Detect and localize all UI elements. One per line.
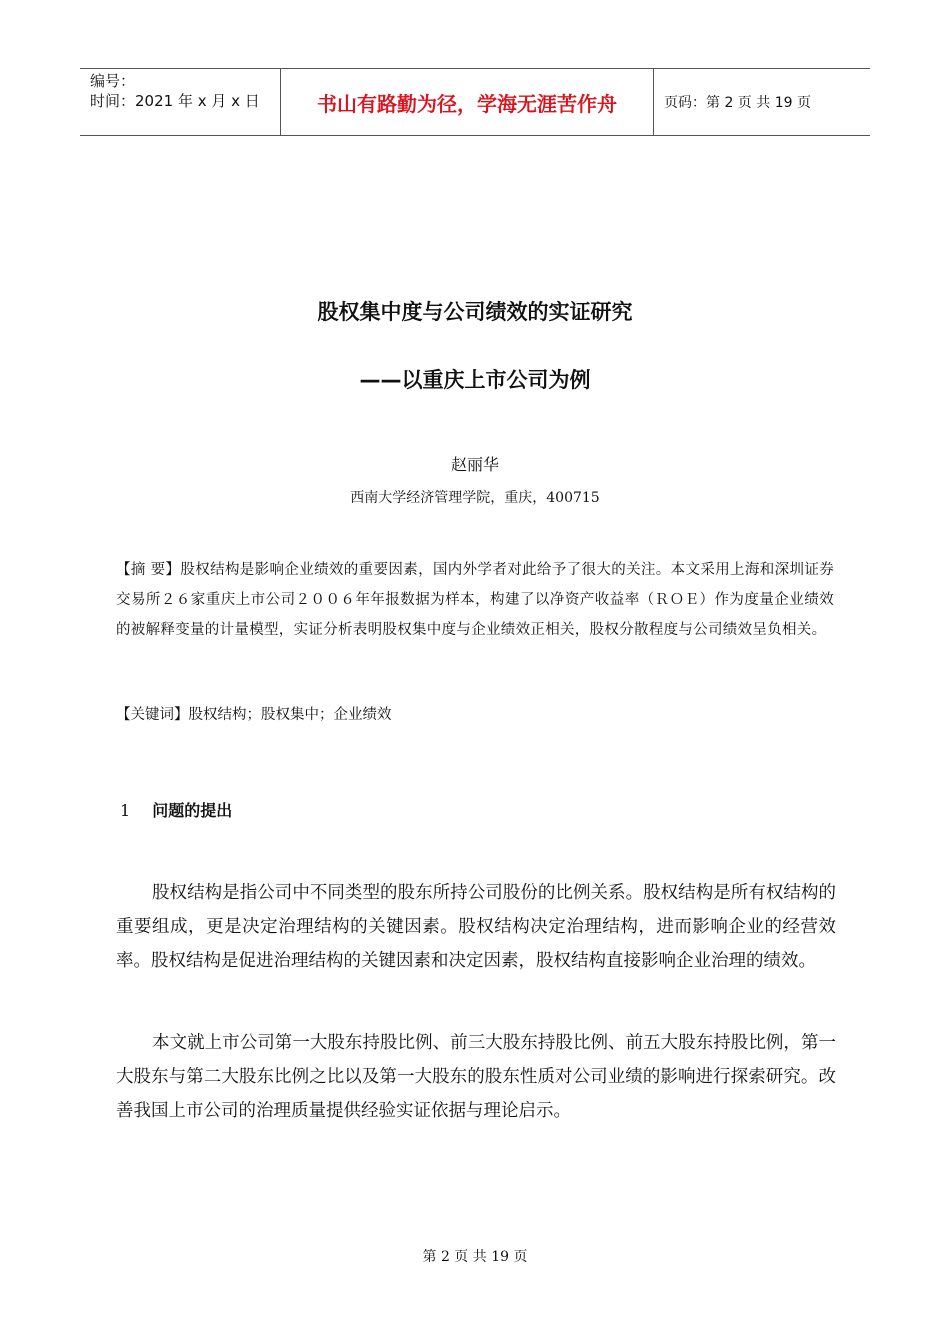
header-motto: 书山有路勤为径，学海无涯苦作舟 bbox=[281, 69, 654, 135]
header-meta bbox=[80, 69, 281, 135]
paper-title: 股权集中度与公司绩效的实证研究 bbox=[317, 300, 633, 324]
page-footer: 第 2 页 共 19 页 bbox=[422, 1249, 528, 1265]
code-label: 编号： bbox=[90, 72, 136, 90]
paper-subtitle: ——以重庆上市公司为例 bbox=[359, 368, 591, 392]
section-number: 1 bbox=[120, 801, 131, 820]
keywords: 【关键词】股权结构；股权集中；企业绩效 bbox=[116, 707, 392, 723]
paragraph-1: 股权结构是指公司中不同类型的股东所持公司股份的比例关系。股权结构是所有权结构的重要组成，更是决定治理结构的关键因素。股权结构决定治理结构，进而影响企业的经营效率。股权结构是促进治理结构的关键因素和决定因素，股权结构直接影响企业治理的绩效。 bbox=[116, 883, 836, 971]
section-title: 问题的提出 bbox=[152, 801, 233, 820]
paragraph-2: 本文就上市公司第一大股东持股比例、前三大股东持股比例、前五大股东持股比例，第一大股东与第二大股东比例之比以及第一大股东的股东性质对公司业绩的影响进行探索研究。改善我国上市公司的治理质量提供经验实证依据与理论启示。 bbox=[116, 1033, 836, 1121]
author: 赵丽华 bbox=[450, 455, 499, 474]
abstract: 【摘 要】股权结构是影响企业绩效的重要因素，国内外学者对此给予了很大的关注。本文采用上海和深圳证券交易所２６家重庆上市公司２００６年年报数据为样本，构建了以净资产收益率（ＲＯＥ）作为度量企业绩效的被解释变量的计量模型，实证分析表明股权集中度与企业绩效正相关，股权分散程度与公司绩效呈负相关。 bbox=[116, 562, 834, 638]
time-label: 时间：2021 年 x 月 x 日 bbox=[90, 92, 260, 110]
affiliation: 西南大学经济管理学院，重庆，400715 bbox=[350, 490, 600, 506]
header-page-info: 页码：第 2 页 共 19 页 bbox=[664, 95, 811, 111]
section-heading bbox=[120, 798, 232, 821]
page-header bbox=[80, 68, 870, 136]
